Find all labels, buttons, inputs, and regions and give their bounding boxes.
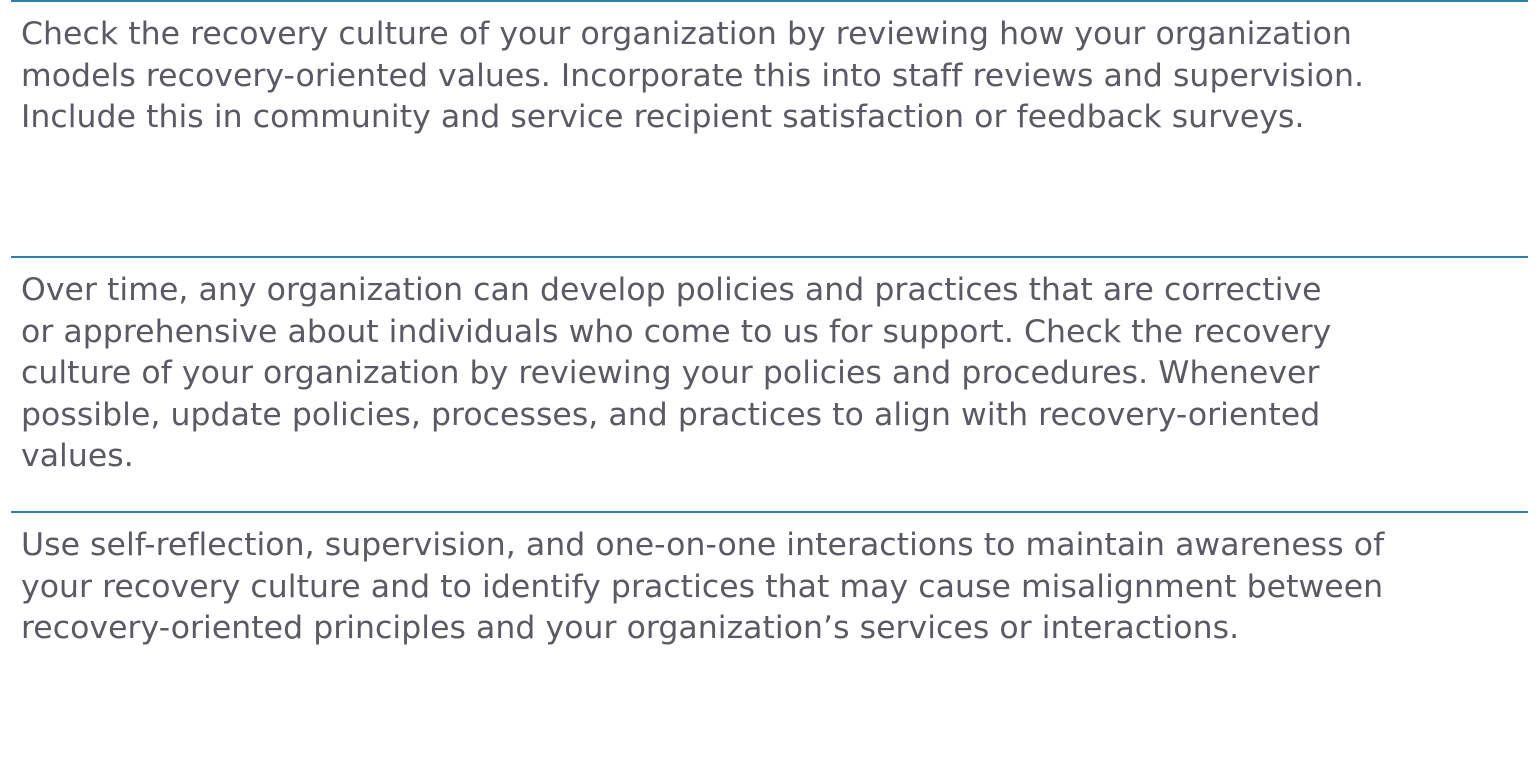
text-line: Include this in community and service recipient satisfaction or feedback surveys. bbox=[21, 99, 1305, 135]
recommendation-text bbox=[11, 2, 1528, 139]
text-line: recovery-oriented principles and your organization’s services or interactions. bbox=[21, 610, 1240, 646]
text-line: Use self-reflection, supervision, and one-on-one interactions to maintain awareness of bbox=[21, 527, 1385, 563]
text-line: values. bbox=[21, 438, 134, 474]
text-line: or apprehensive about individuals who come to us for support. Check the recovery bbox=[21, 313, 1332, 350]
text-line: culture of your organization by reviewing your policies and procedures. Whenever bbox=[21, 355, 1320, 391]
text-line: Over time, any organization can develop policies and practices that are corrective bbox=[21, 272, 1322, 308]
recommendation-section-review-values bbox=[11, 0, 1528, 256]
recommendation-section-review-policies bbox=[11, 256, 1528, 512]
text-line: models recovery-oriented values. Incorporate this into staff reviews and supervision. bbox=[21, 57, 1365, 94]
text-line: Check the recovery culture of your organization by reviewing how your organization bbox=[21, 16, 1352, 52]
recommendation-text bbox=[11, 258, 1528, 478]
recommendation-text bbox=[11, 513, 1528, 650]
text-line: your recovery culture and to identify practices that may cause misalignment between bbox=[21, 568, 1384, 605]
recommendation-section-self-reflection bbox=[11, 511, 1528, 770]
text-line: possible, update policies, processes, and practices to align with recovery-oriented bbox=[21, 396, 1321, 433]
